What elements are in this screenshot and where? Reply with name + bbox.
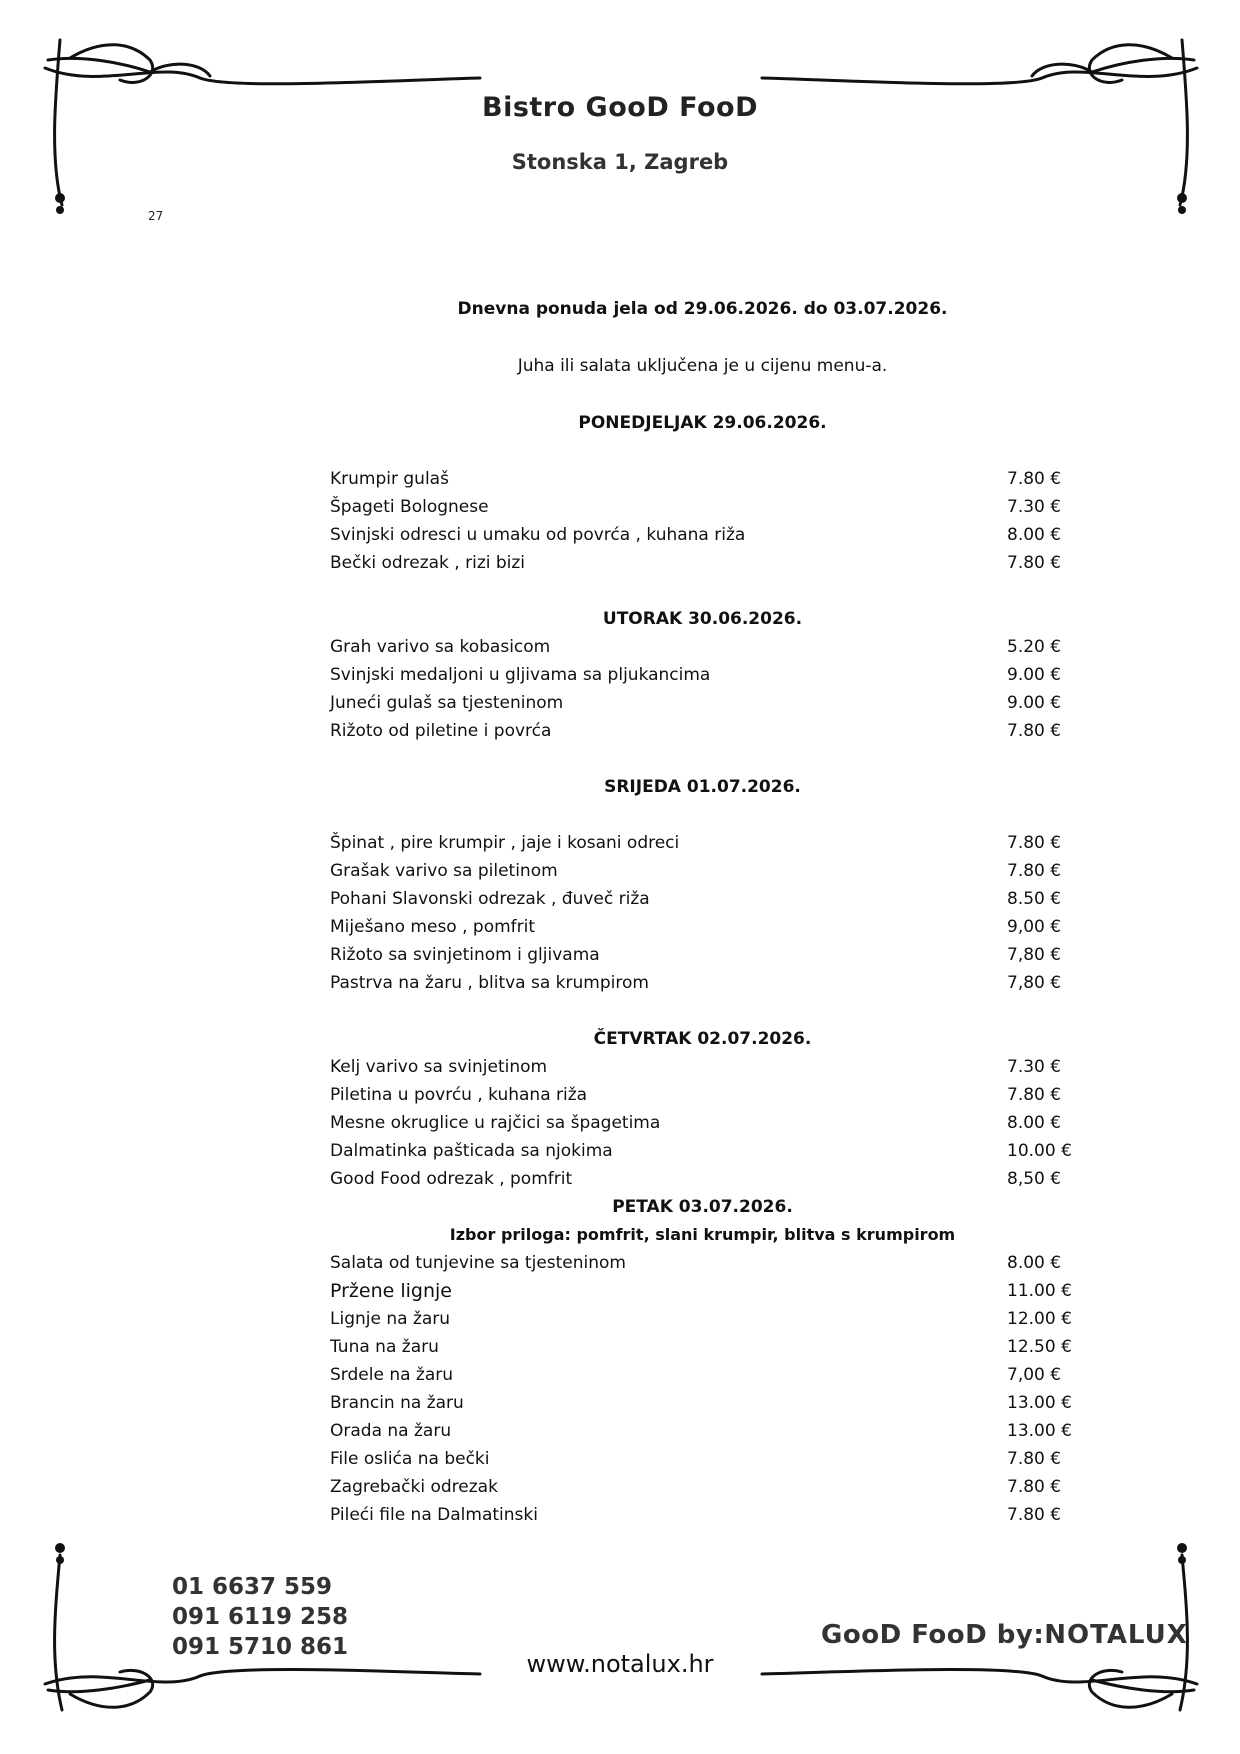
menu-item [330,1053,1075,1081]
item-name: Orada na žaru [330,1421,452,1441]
menu-item [330,689,1075,717]
item-name: Mesne okruglice u rajčici sa špagetima [330,1113,661,1133]
phone-number: 091 6119 258 [172,1604,349,1630]
item-name: Salata od tunjevine sa tjesteninom [330,1253,626,1273]
item-price: 7.30 € [1007,1057,1062,1077]
page-number: 27 [148,209,164,223]
menu-item [330,857,1075,885]
item-price: 9.00 € [1007,665,1062,685]
item-name: Juneći gulaš sa tjesteninom [330,693,564,713]
item-name: Good Food odrezak , pomfrit [330,1169,573,1189]
item-price: 13.00 € [1007,1393,1072,1413]
phone-number: 01 6637 559 [172,1574,333,1600]
item-name: Pileći file na Dalmatinski [330,1505,538,1525]
menu-item [330,1081,1075,1109]
item-name: Špageti Bolognese [330,497,489,517]
menu-item [330,1305,1075,1333]
item-price: 13.00 € [1007,1421,1072,1441]
item-name: Brancin na žaru [330,1393,464,1413]
item-price: 7.30 € [1007,497,1062,517]
day-heading-thursday: ČETVRTAK 02.07.2026. [593,1029,812,1049]
item-price: 7,80 € [1007,945,1062,965]
menu-item [330,1445,1075,1473]
item-price: 7.80 € [1007,1449,1062,1469]
phone-number: 091 5710 861 [172,1634,349,1660]
item-price: 7.80 € [1007,721,1062,741]
item-price: 5.20 € [1007,637,1062,657]
menu-item [330,493,1075,521]
menu-item [330,549,1075,577]
daily-menu [330,250,1075,1529]
item-price: 7.80 € [1007,833,1062,853]
menu-note: Juha ili salata uključena je u cijenu menu-a. [517,356,888,376]
item-name: Rižoto od piletine i povrća [330,721,552,741]
item-price: 8.00 € [1007,525,1062,545]
day-heading-friday: PETAK 03.07.2026. [612,1197,793,1217]
day-heading-wednesday: SRIJEDA 01.07.2026. [604,777,801,797]
item-name: Grah varivo sa kobasicom [330,637,551,657]
phone-numbers [172,1572,348,1662]
item-price: 12.00 € [1007,1309,1072,1329]
item-name: Svinjski medaljoni u gljivama sa pljukancima [330,665,711,685]
item-name: Bečki odrezak , rizi bizi [330,553,526,573]
menu-item [330,1473,1075,1501]
menu-item [330,1389,1075,1417]
restaurant-name: Bistro GooD FooD [481,92,758,123]
item-price: 9.00 € [1007,693,1062,713]
menu-item [330,1333,1075,1361]
item-price: 8.00 € [1007,1253,1062,1273]
item-name: Miješano meso , pomfrit [330,917,536,937]
item-price: 7.80 € [1007,469,1062,489]
menu-item [330,829,1075,857]
item-price: 7,80 € [1007,973,1062,993]
menu-item [330,1361,1075,1389]
item-price: 7.80 € [1007,1085,1062,1105]
item-name: Pržene lignje [330,1280,452,1302]
menu-item [330,1417,1075,1445]
item-name: Srdele na žaru [330,1365,454,1385]
item-name: Svinjski odresci u umaku od povrća , kuhana riža [330,525,746,545]
brand-text: GooD FooD by: [821,1620,1045,1650]
item-price: 7,00 € [1007,1365,1062,1385]
item-name: Piletina u povrću , kuhana riža [330,1085,588,1105]
notalux-logo: NOTALUX [1044,1620,1188,1650]
menu-title: Dnevna ponuda jela od 29.06.2026. do 03.07.2026. [457,299,948,319]
menu-item [330,717,1075,745]
menu-item [330,1249,1075,1277]
item-price: 7.80 € [1007,861,1062,881]
item-name: Krumpir gulaš [330,469,449,489]
menu-item [330,465,1075,493]
item-name: Tuna na žaru [330,1337,439,1357]
item-name: Grašak varivo sa piletinom [330,861,558,881]
item-name: Lignje na žaru [330,1309,451,1329]
item-price: 10.00 € [1007,1141,1072,1161]
item-price: 7.80 € [1007,1505,1062,1525]
item-name: Dalmatinka pašticada sa njokima [330,1141,613,1161]
item-price: 7.80 € [1007,1477,1062,1497]
menu-item [330,885,1075,913]
day-heading-tuesday: UTORAK 30.06.2026. [602,609,803,629]
menu-item [330,1137,1075,1165]
website-link[interactable]: www.notalux.hr [526,1650,714,1678]
menu-item [330,1501,1075,1529]
item-price: 8.50 € [1007,889,1062,909]
item-name: Pohani Slavonski odrezak , đuveč riža [330,889,650,909]
item-name: Kelj varivo sa svinjetinom [330,1057,548,1077]
menu-item [330,661,1075,689]
item-price: 12.50 € [1007,1337,1072,1357]
item-price: 7.80 € [1007,553,1062,573]
menu-item [330,913,1075,941]
item-price: 9,00 € [1007,917,1062,937]
item-price: 8,50 € [1007,1169,1062,1189]
item-name: File oslića na bečki [330,1449,490,1469]
menu-item [330,521,1075,549]
item-price: 8.00 € [1007,1113,1062,1133]
item-name: Rižoto sa svinjetinom i gljivama [330,945,600,965]
menu-item [330,1277,1075,1305]
day-heading-monday: PONEDJELJAK 29.06.2026. [578,413,827,433]
item-name: Špinat , pire krumpir , jaje i kosani odreci [330,833,680,853]
menu-item [330,633,1075,661]
item-name: Pastrva na žaru , blitva sa krumpirom [330,973,649,993]
menu-item [330,1109,1075,1137]
brand-logo [821,1620,1188,1650]
menu-item [330,1165,1075,1193]
item-price: 11.00 € [1007,1281,1072,1301]
menu-item [330,941,1075,969]
restaurant-address: Stonska 1, Zagreb [511,150,729,174]
item-name: Zagrebački odrezak [330,1477,498,1497]
side-dish-choice: Izbor priloga: pomfrit, slani krumpir, blitva s krumpirom [449,1225,956,1244]
menu-item [330,969,1075,997]
